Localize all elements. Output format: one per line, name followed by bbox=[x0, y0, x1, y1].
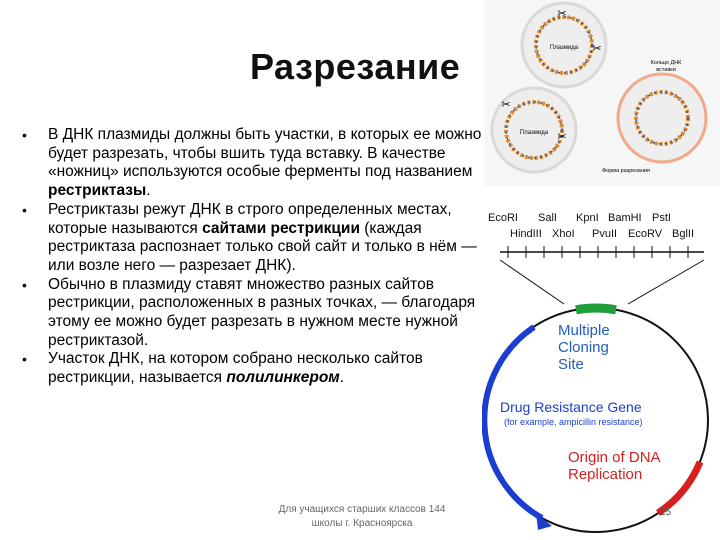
bullet-text: Участок ДНК, на котором собрано несколько сайтов рестрикции, называется полилинкером. bbox=[48, 350, 423, 387]
bullet-dot-icon: • bbox=[22, 201, 27, 218]
drug-resistance-sublabel: (for example, ampicillin resistance) bbox=[504, 417, 643, 427]
enzyme-label: SalI bbox=[538, 212, 557, 224]
plasmid-map bbox=[482, 200, 720, 535]
slide-title: Разрезание bbox=[250, 46, 461, 87]
enzyme-label: BamHI bbox=[608, 212, 642, 224]
bullet-dot-icon: • bbox=[22, 351, 27, 368]
enzyme-label: EcoRI bbox=[488, 212, 518, 224]
bullet-text: Рестриктазы режут ДНК в строго определенных местах, которые называются сайтами рестрикции (каждая рестриктаза распознает только свой сайт и только в нём — или возле него — разрезает ДНК). bbox=[48, 200, 477, 274]
insert-ring bbox=[618, 74, 706, 162]
enzyme-label: BglII bbox=[672, 228, 695, 240]
bullet-list bbox=[22, 126, 490, 388]
footer-line: Для учащихся старших классов 144 bbox=[278, 504, 446, 515]
enzyme-label: XhoI bbox=[552, 228, 575, 240]
enzyme-label: HindIII bbox=[510, 228, 542, 240]
bullet-item bbox=[22, 350, 490, 387]
slide-footer bbox=[262, 503, 462, 531]
origin-label-line: Replication bbox=[568, 466, 643, 483]
enzyme-label: KpnI bbox=[576, 212, 599, 224]
bullet-item bbox=[22, 201, 490, 276]
drug-resistance-label: Drug Resistance Gene bbox=[500, 399, 642, 415]
zoom-line-right bbox=[628, 260, 704, 304]
mcs-label-line: Multiple bbox=[558, 322, 610, 339]
footer-line: школы г. Красноярска bbox=[311, 518, 413, 529]
page-number: 15 bbox=[660, 507, 672, 518]
bullet-dot-icon: • bbox=[22, 276, 27, 293]
zoom-line-left bbox=[500, 260, 564, 304]
bullet-text: В ДНК плазмиды должны быть участки, в которых ее можно будет разрезать, чтобы вшить туда вставку. В качестве «ножниц» используются особые ферменты под названием рестриктазы. bbox=[48, 126, 482, 200]
plasmid-label: Плазмида bbox=[519, 130, 549, 136]
plasmid-label: Плазмида bbox=[549, 45, 579, 51]
scissors-icon: ✂ bbox=[557, 8, 567, 20]
origin-label-line: Origin of DNA bbox=[568, 449, 661, 466]
plasmid-illustration-svg bbox=[484, 0, 720, 186]
enzyme-label: PvuII bbox=[592, 228, 618, 240]
cut-label: Форма разрезания bbox=[602, 168, 650, 174]
bullet-item bbox=[22, 126, 490, 201]
bullet-text: Обычно в плазмиду ставят множество разных сайтов рестрикции, расположенных в разных точках, — благодаря этому ее можно будет разрезать в нужном месте нужной рестриктазой. bbox=[48, 275, 476, 349]
origin-arc bbox=[658, 462, 700, 513]
insert-label: вставки bbox=[656, 67, 676, 73]
mcs-segment bbox=[576, 308, 616, 310]
plasmid-illustration bbox=[484, 0, 720, 186]
bullet-dot-icon: • bbox=[22, 127, 27, 143]
insert-label: Кольцо ДНК bbox=[650, 60, 682, 66]
enzyme-label: PstI bbox=[652, 212, 671, 224]
enzyme-label: EcoRV bbox=[628, 228, 663, 240]
scissors-icon: ✂ bbox=[592, 43, 602, 55]
scissors-icon: ✂ bbox=[501, 99, 511, 111]
scissors-icon: ✂ bbox=[557, 131, 567, 143]
mcs-label-line: Site bbox=[558, 356, 584, 373]
mcs-label-line: Cloning bbox=[558, 339, 609, 356]
bullet-item bbox=[22, 276, 490, 351]
